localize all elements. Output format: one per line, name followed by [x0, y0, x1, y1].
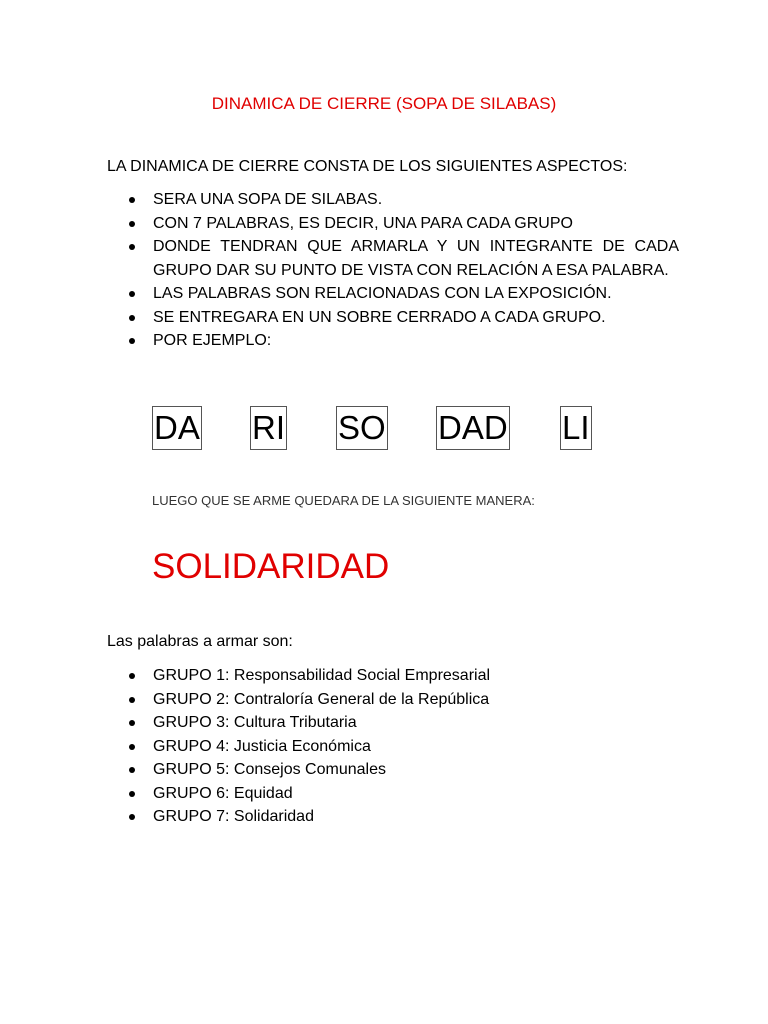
intro-text: LA DINAMICA DE CIERRE CONSTA DE LOS SIGUIENTES ASPECTOS:: [107, 158, 628, 175]
syllable-box: DAD: [436, 406, 510, 450]
bullet-icon: [129, 197, 135, 203]
list-item-text: GRUPO 5: Consejos Comunales: [153, 761, 386, 778]
list-item-text: CON 7 PALABRAS, ES DECIR, UNA PARA CADA GRUPO: [153, 214, 573, 232]
bullet-icon: [129, 697, 135, 703]
list-item-text: SE ENTREGARA EN UN SOBRE CERRADO A CADA GRUPO.: [153, 308, 606, 326]
list-item: [107, 235, 679, 282]
list-item: [107, 664, 667, 688]
list-item-text: GRUPO 2: Contraloría General de la República: [153, 690, 490, 708]
bullet-icon: [129, 814, 135, 820]
list-item: [107, 212, 679, 236]
syllable-box: DA: [152, 406, 202, 450]
bullet-icon: [129, 315, 135, 321]
list-item: [107, 735, 667, 759]
list-item-text: DONDE TENDRAN QUE ARMARLA Y UN INTEGRANTE DE CADA GRUPO DAR SU PUNTO DE VISTA CON RELACIÓN A ESA PALABRA.: [153, 238, 679, 279]
bullet-icon: [129, 673, 135, 679]
bullet-icon: [129, 791, 135, 797]
syllable-boxes: [0, 406, 768, 452]
list-item-text: GRUPO 6: Equidad: [153, 784, 293, 802]
result-note: LUEGO QUE SE ARME QUEDARA DE LA SIGUIENTE MANERA:: [152, 493, 535, 508]
list-item: [107, 188, 679, 212]
list-item: [107, 688, 667, 712]
list-item-text: GRUPO 7: Solidaridad: [153, 808, 314, 825]
bullet-icon: [129, 767, 135, 773]
bullet-icon: [129, 244, 135, 250]
aspects-list: [107, 188, 679, 353]
list-item: [107, 782, 667, 806]
bullet-icon: [129, 338, 135, 344]
list-item-text: GRUPO 4: Justicia Económica: [153, 737, 371, 755]
groups-list: [107, 664, 667, 829]
list-item: [107, 282, 679, 306]
syllable-box: SO: [336, 406, 388, 450]
list-item: [107, 805, 667, 829]
list-item-text: SERA UNA SOPA DE SILABAS.: [153, 191, 383, 208]
list-item-text: GRUPO 1: Responsabilidad Social Empresarial: [153, 667, 491, 684]
list-item: [107, 306, 679, 330]
answer-word: SOLIDARIDAD: [152, 547, 390, 586]
list-item-text: POR EJEMPLO:: [153, 332, 272, 349]
list-item: [107, 758, 667, 782]
list-item-text: LAS PALABRAS SON RELACIONADAS CON LA EXPOSICIÓN.: [153, 285, 612, 302]
list-item: [107, 711, 667, 735]
syllable-box: LI: [560, 406, 592, 450]
bullet-icon: [129, 720, 135, 726]
bullet-icon: [129, 744, 135, 750]
bullet-icon: [129, 291, 135, 297]
groups-heading: Las palabras a armar son:: [107, 633, 293, 650]
document-title: DINAMICA DE CIERRE (SOPA DE SILABAS): [211, 94, 557, 113]
bullet-icon: [129, 221, 135, 227]
list-item: [107, 329, 679, 353]
syllable-box: RI: [250, 406, 287, 450]
list-item-text: GRUPO 3: Cultura Tributaria: [153, 714, 357, 731]
